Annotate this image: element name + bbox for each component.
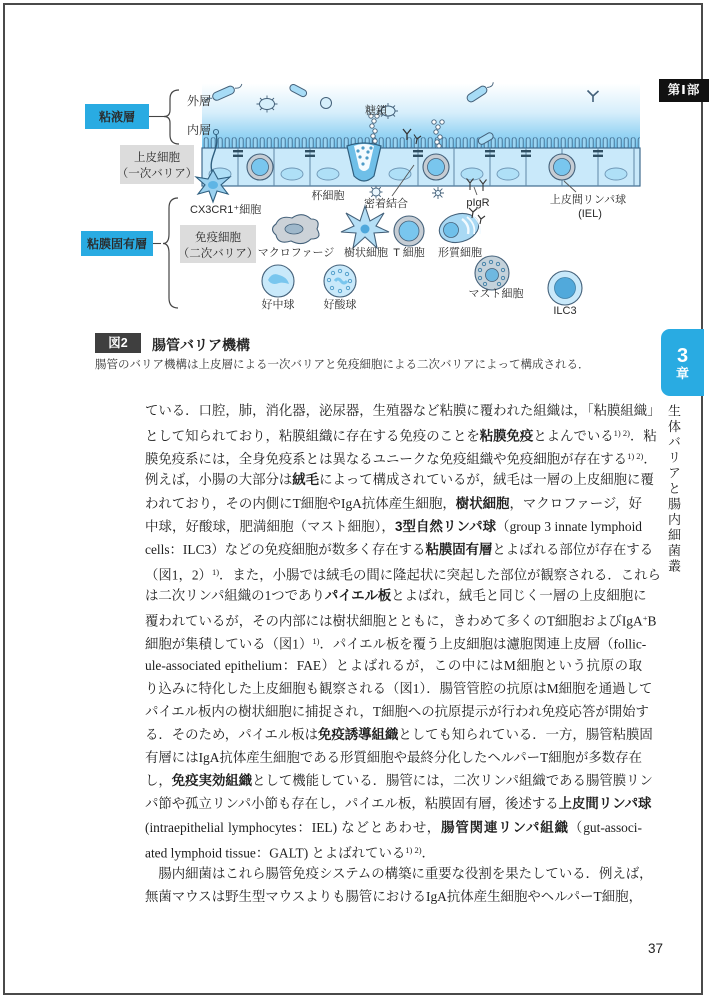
figure-tag-chip: 図2 — [95, 333, 141, 353]
mucus-layer-label: 粘液層 — [98, 110, 136, 124]
mucus-brace — [164, 90, 179, 144]
outer-layer-label: 外層 — [187, 94, 212, 108]
chapter-suffix: 章 — [675, 365, 689, 381]
goblet-label: 杯細胞 — [311, 190, 345, 202]
ilc3-icon — [548, 271, 582, 305]
macrophage-label: マクロファージ — [257, 247, 335, 259]
body-line: ated lymphoid tissue：GALT) とよばれている$^{1) 2)}$． — [145, 844, 435, 861]
body-line: 細胞が集積している（図1）$^{1)}$．パイエル板を覆う上皮細胞は濾胞関連上皮層（follic- — [145, 636, 647, 652]
body-line: 例えば，小腸の大部分は絨毛によって構成されているが，絨毛は一層の上皮細胞に覆 — [145, 472, 654, 488]
tight-junction-label: 密着結合 — [364, 198, 408, 210]
body-line: 腸内細菌はこれら腸管免疫システムの構築に重要な役割を果たしている．例えば， — [145, 865, 653, 881]
epithelium-band — [202, 143, 640, 186]
macrophage-icon — [273, 215, 320, 244]
mucus-layer-band — [202, 84, 640, 149]
immune-label-line1: 免疫細胞 — [195, 232, 241, 244]
microvilli-brush-border — [202, 138, 640, 149]
mast-label: マスト細胞 — [468, 288, 524, 300]
epithelium-label-line2: （一次バリア） — [116, 168, 198, 180]
body-line: パ節や孤立リンパ小節も存在し，パイエル板，粘膜固有層，後述する上皮間リンパ球 — [145, 796, 652, 812]
body-line: ている．口腔，肺，消化器，泌尿器，生殖器など粘膜に覆われた組織は，「粘膜組織」 — [145, 403, 661, 418]
body-line: し，免疫実効組織として機能している．腸管には，二次リンパ組織である腸管膜リン — [145, 773, 653, 789]
t-cell-icon — [394, 216, 424, 246]
immune-label-line2: （二次バリア） — [177, 248, 259, 260]
translocating-microbe-icons — [370, 186, 445, 200]
epithelium-label-line1: 上皮細胞 — [134, 152, 180, 164]
lamina-propria-label: 粘膜固有層 — [86, 237, 148, 251]
body-line: る．そのため，パイエル板は免疫誘導組織としても知られている．一方，腸管粘膜固 — [145, 726, 653, 742]
iel-label-line1: 上皮間リンパ球 — [549, 194, 627, 206]
body-line: り込みに特化した上皮細胞も観察される（図1）．腸管管腔の抗原はM細胞を通過して — [145, 680, 653, 696]
body-line: ule-associated epithelium：FAE）とよばれるが，この中にはM細胞という抗原の取 — [145, 657, 642, 673]
t-cell-label: T 細胞 — [393, 247, 425, 259]
body-line: は二次リンパ組織の1つでありパイエル板とよばれ，絨毛と同じく一層の上皮細胞に — [145, 588, 647, 604]
body-line: （図1，2）$^{1)}$．また，小腸では絨毛の間に隆起状に突起した部位が観察される．これら — [145, 566, 661, 583]
body-line: cells：ILC3）などの免疫細胞が数多く存在する粘膜固有層とよばれる部位が存在する — [145, 541, 654, 557]
pigr-label: pIgR — [466, 197, 490, 209]
mast-cell-icon — [475, 256, 509, 290]
dendritic-cell-icon — [341, 206, 389, 248]
body-text — [145, 399, 661, 908]
figure-caption: 腸管のバリア機構は上皮層による一次バリアと免疫細胞による二次バリアによって構成される． — [95, 359, 590, 371]
page-number: 37 — [648, 941, 664, 956]
mucus-layer-label-box — [85, 90, 211, 144]
immune-cell-label-box — [178, 225, 259, 263]
part-tab: 第Ⅰ部 — [659, 79, 709, 102]
eosinophil-label: 好酸球 — [323, 299, 357, 311]
plasma-label: 形質細胞 — [438, 247, 482, 259]
ilc3-label: ILC3 — [553, 305, 577, 317]
iel-label-line2: (IEL) — [578, 208, 602, 220]
lamina-propria-brace — [163, 198, 178, 308]
neutrophil-label: 好中球 — [261, 299, 295, 311]
chapter-title-vertical: 生体バリアと腸内細菌叢 — [666, 404, 681, 575]
body-line: (intraepithelial lymphocytes：IEL) などとあわせ，腸管関連リンパ組織（gut-associ- — [145, 819, 642, 835]
chapter-number: 3 — [676, 344, 689, 367]
body-line: 有層にはIgA抗体産生細胞である形質細胞や最終分化したヘルパーT細胞が多数存在 — [145, 750, 642, 766]
body-line: 無菌マウスは野生型マウスよりも腸管におけるIgA抗体産生細胞やヘルパーT細胞， — [145, 888, 642, 904]
coccus-bacterium-icon — [321, 98, 332, 109]
neutrophil-icon — [262, 265, 294, 297]
glycan-label: 糖鎖 — [365, 105, 387, 117]
epithelium-label-box — [117, 145, 198, 184]
body-line: パイエル板内の樹状細胞に捕捉され，T細胞への抗原提示が行われ免疫応答が開始す — [145, 703, 649, 719]
dendritic-label: 樹状細胞 — [344, 247, 388, 259]
plasma-cell-icon — [436, 208, 485, 247]
body-line: 覆われているが，その内部には樹状細胞とともに，きわめて多くのT細胞およびIgA+B — [145, 613, 657, 629]
cx3cr1-label: CX3CR1⁺細胞 — [190, 204, 262, 216]
eosinophil-icon — [324, 265, 356, 297]
body-line: 膜免疫系には，全身免疫系とは異なるユニークな免疫組織や免疫細胞が存在する$^{1) 2)}$． — [145, 451, 657, 467]
figure-title: 腸管バリア機構 — [152, 337, 250, 353]
body-line: われており，その内側にT細胞やIgA抗体産生細胞，樹状細胞，マクロファージ，好 — [145, 495, 642, 511]
body-line: として知られており，粘膜組織に存在する免疫のことを粘膜免疫とよんでいる$^{1) 2)}$．粘 — [145, 428, 657, 444]
figure-diagram — [70, 82, 645, 332]
inner-layer-label: 内層 — [187, 123, 212, 137]
chapter-tab — [661, 329, 704, 396]
body-line: 中球，好酸球，肥満細胞（マスト細胞），3型自然リンパ球（group 3 innate lymphoid — [145, 518, 642, 534]
lamina-propria-label-box — [81, 198, 178, 308]
